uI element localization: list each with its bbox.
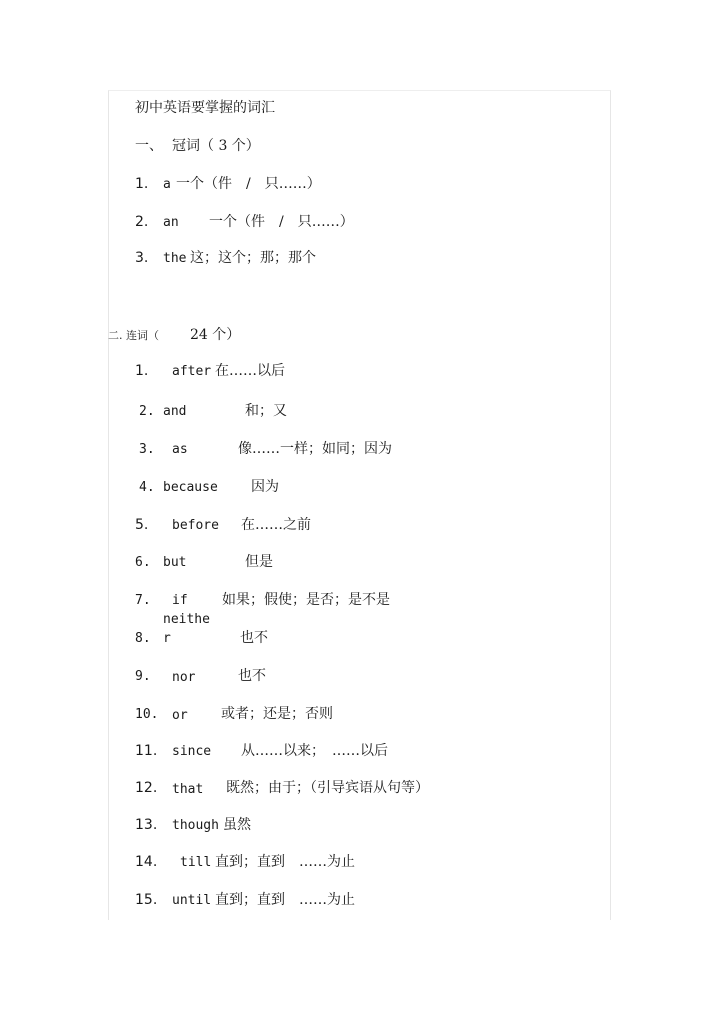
conjunction-meaning: 虽然: [223, 817, 251, 833]
conjunction-word-line2: r: [163, 631, 171, 646]
conjunction-meaning: 像……一样；如同；因为: [238, 441, 392, 457]
conjunction-word: or: [172, 708, 188, 723]
conjunction-meaning: 和；又: [245, 403, 287, 419]
conjunction-num: 9.: [135, 669, 151, 684]
article-num: 1.: [135, 176, 149, 192]
document-title: 初中英语要掌握的词汇: [135, 100, 275, 116]
conjunction-num: 11.: [135, 743, 158, 759]
conjunction-word: though: [172, 818, 219, 833]
article-word: an: [163, 215, 179, 230]
conjunction-meaning: 但是: [245, 554, 273, 570]
section-2-label: 二. 连词（: [108, 329, 159, 342]
conjunction-meaning: 直到；直到 ……为止: [215, 892, 355, 908]
conjunction-word: till: [180, 855, 212, 870]
conjunction-num: 15.: [135, 892, 158, 908]
conjunction-num: 2.: [139, 404, 155, 419]
conjunction-word-line1: neithe: [163, 612, 210, 627]
conjunction-word: and: [163, 404, 187, 419]
conjunction-meaning: 也不: [238, 668, 266, 684]
article-num: 2.: [135, 214, 149, 230]
conjunction-meaning: 如果；假使；是否；是不是: [222, 592, 390, 608]
conjunction-num: 3.: [139, 442, 155, 457]
conjunction-num: 10.: [135, 707, 159, 722]
conjunction-word: since: [172, 744, 212, 759]
section-1-label: 一、: [135, 138, 163, 154]
conjunction-word: if: [172, 593, 188, 608]
conjunction-meaning: 从……以来； ……以后: [241, 743, 388, 759]
conjunction-meaning: 因为: [251, 479, 279, 495]
conjunction-word: nor: [172, 670, 196, 685]
article-meaning: 一个（件 / 只……）: [209, 214, 354, 230]
conjunction-meaning: 在……以后: [215, 363, 285, 379]
conjunction-meaning: 在……之前: [241, 517, 311, 533]
article-word: a: [163, 177, 171, 192]
conjunction-num: 13.: [135, 817, 158, 833]
conjunction-meaning: 或者；还是；否则: [221, 706, 333, 722]
conjunction-word: until: [172, 893, 212, 908]
conjunction-word: but: [163, 555, 187, 570]
conjunction-num: 4.: [139, 480, 155, 495]
article-meaning: 一个（件 / 只……）: [176, 176, 321, 192]
conjunction-word: because: [163, 480, 218, 495]
conjunction-meaning: 既然；由于；（引导宾语从句等）: [226, 780, 429, 796]
conjunction-word: after: [172, 364, 212, 379]
conjunction-num: 12.: [135, 780, 158, 796]
section-2-count: 24 个）: [190, 327, 241, 343]
section-1-heading: 冠词（ 3 个）: [172, 138, 260, 154]
conjunction-num: 7.: [135, 593, 151, 608]
conjunction-word: that: [172, 782, 204, 797]
conjunction-meaning: 直到；直到 ……为止: [215, 854, 355, 870]
conjunction-word: as: [172, 442, 188, 457]
article-num: 3.: [135, 250, 149, 266]
conjunction-num: 1.: [135, 363, 149, 379]
conjunction-num: 8.: [135, 631, 151, 646]
conjunction-num: 14.: [135, 854, 158, 870]
article-meaning: 这；这个；那；那个: [190, 250, 316, 266]
article-word: the: [163, 251, 187, 266]
conjunction-num: 5.: [135, 517, 149, 533]
conjunction-meaning: 也不: [240, 630, 268, 646]
conjunction-num: 6.: [135, 555, 151, 570]
conjunction-word: before: [172, 518, 219, 533]
